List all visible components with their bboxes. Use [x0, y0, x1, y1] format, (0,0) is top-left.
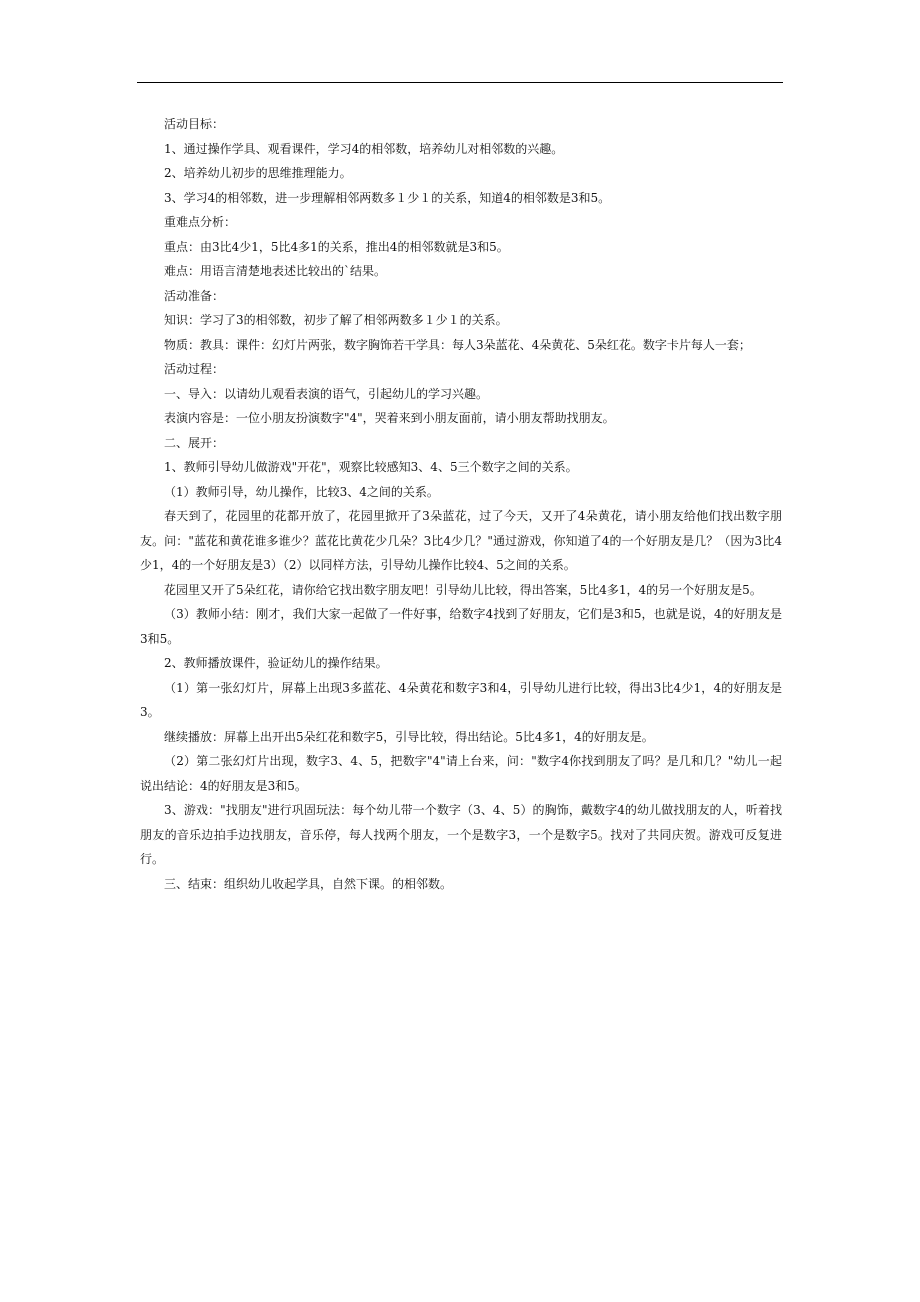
slide-two: （2）第二张幻灯片出现，数字3、4、5，把数字"4"请上台来，问："数字4你找到朋友了吗？是几和几？"幼儿一起说出结论：4的好朋友是3和5。 — [140, 754, 782, 793]
continue-play: 继续播放：屏幕上出开出5朵红花和数字5，引导比较，得出结论。5比4多1，4的好朋友是。 — [164, 729, 654, 744]
development-step-3-game: 3、游戏："找朋友"进行巩固玩法：每个幼儿带一个数字（3、4、5）的胸饰，戴数字4的幼儿做找朋友的人，听着找朋友的音乐边拍手边找朋友，音乐停，每人找两个朋友，一个是数字3，一个是数字5。找对了共同庆贺。游戏可反复进行。 — [140, 803, 782, 866]
development-step-1: 1、教师引导幼儿做游戏"开花"，观察比较感知3、4、5三个数字之间的关系。 — [164, 460, 578, 474]
slide-one: （1）第一张幻灯片，屏幕上出现3多蓝花、4朵黄花和数字3和4，引导幼儿进行比较，得出3比4少1，4的好朋友是3。 — [140, 680, 782, 719]
heading-development: 二、展开： — [164, 435, 225, 450]
heading-preparation: 活动准备： — [164, 288, 225, 303]
difficult-point: 难点：用语言清楚地表述比较出的`结果。 — [164, 264, 387, 278]
goal-item-2: 2、培养幼儿初步的思维推理能力。 — [164, 166, 352, 180]
teacher-summary: （3）教师小结：刚才，我们大家一起做了一件好事，给数字4找到了好朋友，它们是3和5，也就是说，4的好朋友是3和5。 — [140, 607, 782, 646]
goal-item-1: 1、通过操作学具、观看课件，学习4的相邻数，培养幼儿对相邻数的兴趣。 — [164, 141, 564, 156]
conclusion: 三、结束：组织幼儿收起学具，自然下课。的相邻数。 — [164, 876, 453, 891]
key-point: 重点：由3比4少1，5比4多1的关系，推出4的相邻数就是3和5。 — [164, 239, 509, 254]
goal-item-3: 3、学习4的相邻数，进一步理解相邻两数多１少１的关系，知道4的相邻数是3和5。 — [164, 190, 611, 205]
development-step-1-sub-1: （1）教师引导，幼儿操作，比较3、4之间的关系。 — [164, 484, 439, 499]
heading-activity-goals: 活动目标： — [164, 117, 225, 131]
document-body — [140, 112, 782, 896]
process-intro: 一、导入：以请幼儿观看表演的语气，引起幼儿的学习兴趣。 — [164, 386, 489, 401]
red-flowers-paragraph: 花园里又开了5朵红花，请你给它找出数字朋友吧！引导幼儿比较，得出答案，5比4多1，4的另一个好朋友是5。 — [164, 582, 762, 597]
heading-key-difficulties: 重难点分析： — [164, 215, 237, 229]
development-step-2: 2、教师播放课件，验证幼儿的操作结果。 — [164, 656, 388, 670]
prep-materials: 物质：教具：课件：幻灯片两张，数字胸饰若干学具：每人3朵蓝花、4朵黄花、5朵红花。数字卡片每人一套； — [164, 337, 751, 352]
process-performance: 表演内容是：一位小朋友扮演数字"4"，哭着来到小朋友面前，请小朋友帮助找朋友。 — [164, 411, 615, 425]
header-rule — [137, 82, 783, 83]
heading-process: 活动过程： — [164, 362, 225, 376]
spring-story-paragraph: 春天到了，花园里的花都开放了，花园里掀开了3朵蓝花，过了今天，又开了4朵黄花，请小朋友给他们找出数字朋友。问："蓝花和黄花谁多谁少？蓝花比黄花少几朵？3比4少几？"通过游戏，你知道了4的一个好朋友是几？（因为3比4少1，4的一个好朋友是3）（2）以同样方法，引导幼儿操作比较4、5之间的关系。 — [140, 509, 782, 572]
prep-knowledge: 知识：学习了3的相邻数，初步了解了相邻两数多１少１的关系。 — [164, 313, 508, 327]
